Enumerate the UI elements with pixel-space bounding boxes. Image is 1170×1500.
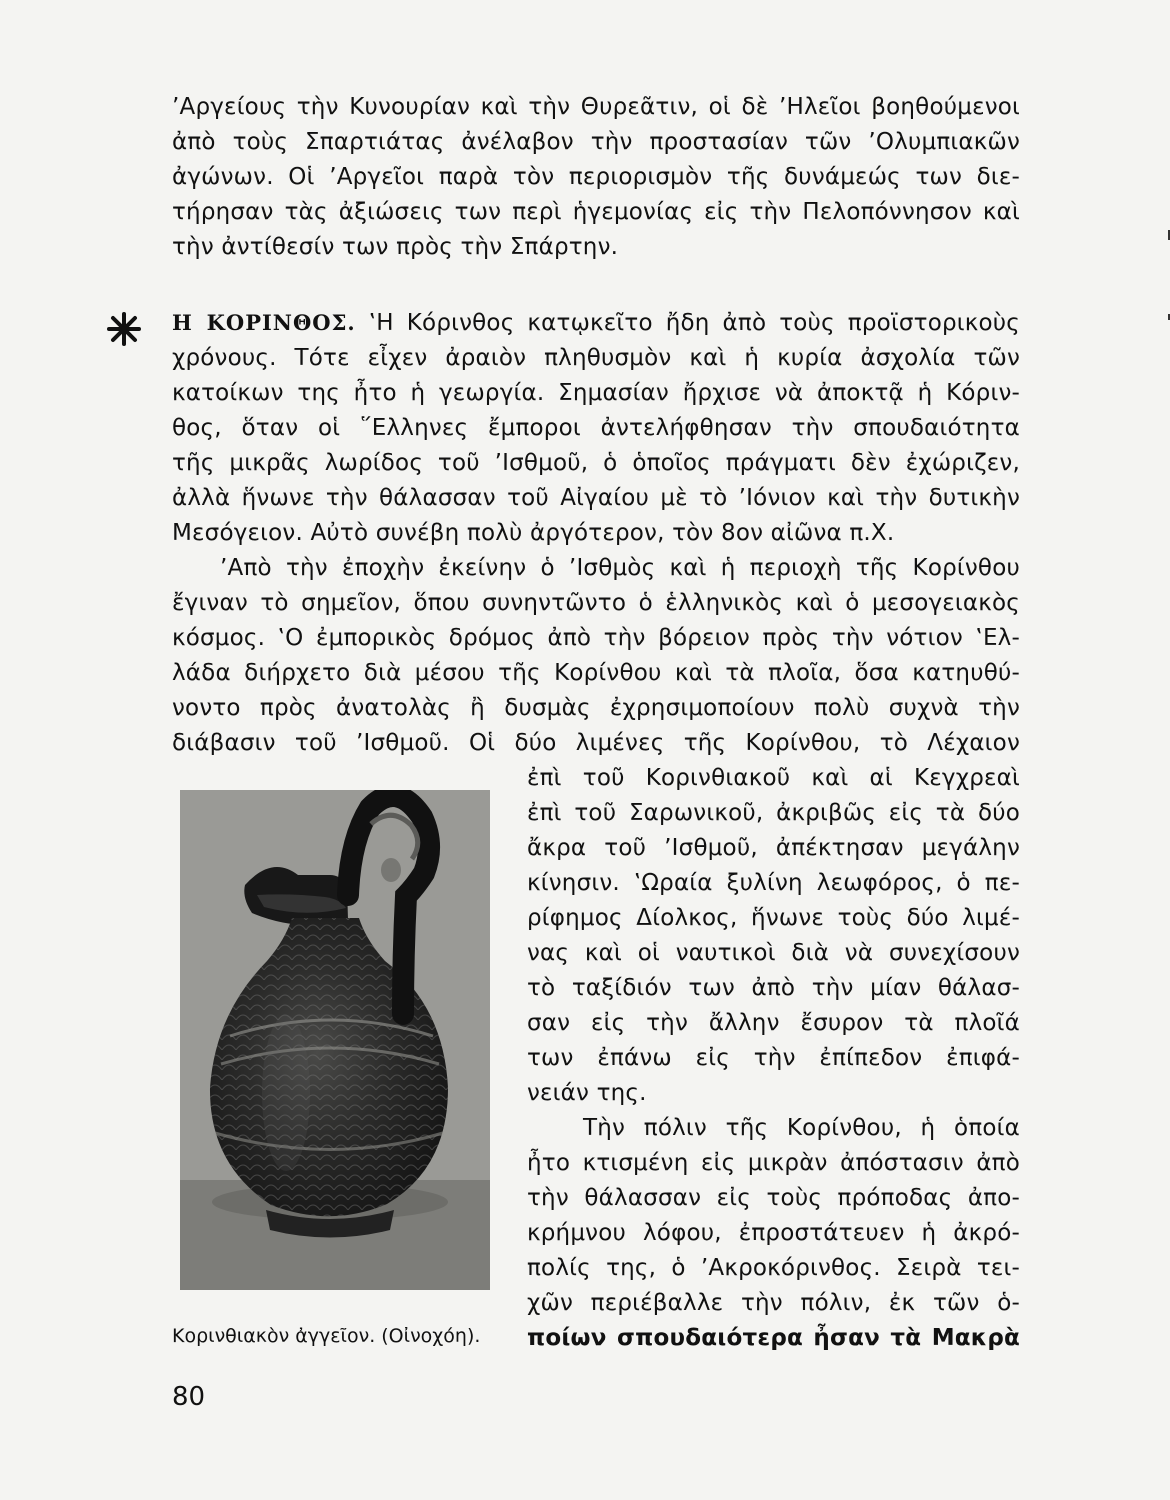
text-line: σαν εἰς τὴν ἄλλην ἔσυρον τὰ πλοῖά xyxy=(527,1010,1020,1036)
text-line: ἀπὸ τοὺς Σπαρτιάτας ἀνέλαβον τὴν προστασίαν τῶν ’Ολυμπιακῶν xyxy=(172,129,1020,155)
text-line: κίνησιν. ‛Ωραία ξυλίνη λεωφόρος, ὁ πε- xyxy=(527,870,1020,896)
section-title: Η ΚΟΡΙΝΘΟΣ. xyxy=(172,310,356,335)
text-line: λάδα διήρχετο διὰ μέσου τῆς Κορίνθου καὶ τὰ πλοῖα, ὅσα κατηυθύ- xyxy=(172,660,1020,686)
text-line: ρίφημος Δίολκος, ἥνωνε τοὺς δύο λιμέ- xyxy=(527,905,1020,931)
text-line: ἐπὶ τοῦ Κορινθιακοῦ καὶ αἱ Κεγχρεαὶ xyxy=(527,765,1020,791)
text-line: νειάν της. xyxy=(527,1080,647,1106)
section-first-line-text: ‛Η Κόρινθος κατῳκεῖτο ἤδη ἀπὸ τοὺς προϊστορικοὺς xyxy=(368,310,1020,336)
text-line: τὴν θάλασσαν εἰς τοὺς πρόποδας ἀπο- xyxy=(527,1185,1020,1211)
vase-illustration xyxy=(180,790,490,1290)
text-line: τήρησαν τὰς ἀξιώσεις των περὶ ἡγεμονίας εἰς τὴν Πελοπόννησον καὶ xyxy=(172,199,1020,225)
text-line: ἀγώνων. Οἱ ’Αργεῖοι παρὰ τὸν περιορισμὸν τῆς δυνάμεώς των διε- xyxy=(172,164,1020,190)
text-line: τὴν ἀντίθεσίν των πρὸς τὴν Σπάρτην. xyxy=(172,234,619,260)
text-line: χῶν περιέβαλλε τὴν πόλιν, ἐκ τῶν ὁ- xyxy=(527,1290,1020,1316)
text-line: νοντο πρὸς ἀνατολὰς ἢ δυσμὰς ἐχρησιμοποίουν πολὺ συχνὰ τὴν xyxy=(172,695,1020,721)
text-line: κόσμος. ‛Ο ἐμπορικὸς δρόμος ἀπὸ τὴν βόρειον πρὸς τὴν νότιον ‛Ελ- xyxy=(172,625,1020,651)
text-line: ἦτο κτισμένη εἰς μικρὰν ἀπόστασιν ἀπὸ xyxy=(527,1150,1020,1176)
page-number: 80 xyxy=(172,1382,206,1412)
corinthian-oinochoe-image xyxy=(180,790,490,1290)
text-line: των ἐπάνω εἰς τὴν ἐπίπεδον ἐπιφά- xyxy=(527,1045,1020,1071)
text-line: ἀλλὰ ἥνωνε τὴν θάλασσαν τοῦ Αἰγαίου μὲ τὸ ’Ιόνιον καὶ τὴν δυτικὴν xyxy=(172,485,1020,511)
text-line: κατοίκων της ἦτο ἡ γεωργία. Σημασίαν ἤρχισε νὰ ἀποκτᾷ ἡ Κόριν- xyxy=(172,380,1020,406)
image-caption: Κορινθιακὸν ἀγγεῖον. (Οἰνοχόη). xyxy=(172,1325,481,1347)
text-line: τῆς μικρᾶς λωρίδος τοῦ ’Ισθμοῦ, ὁ ὁποῖος πράγματι δὲν ἐχώριζεν, xyxy=(172,450,1020,476)
text-line: ἄκρα τοῦ ’Ισθμοῦ, ἀπέκτησαν μεγάλην xyxy=(527,835,1020,861)
text-line: Τὴν πόλιν τῆς Κορίνθου, ἡ ὁποία xyxy=(583,1115,1020,1141)
text-line: κρήμνου λόφου, ἐπροστάτευεν ἡ ἀκρό- xyxy=(527,1220,1020,1246)
text-line: ποίων σπουδαιότερα ἦσαν τὰ Μακρὰ xyxy=(527,1325,1020,1351)
text-line: Μεσόγειον. Αὐτὸ συνέβη πολὺ ἀργότερον, τὸν 8ον αἰῶνα π.Χ. xyxy=(172,520,895,546)
text-line: ἐπὶ τοῦ Σαρωνικοῦ, ἀκριβῶς εἰς τὰ δύο xyxy=(527,800,1020,826)
section-first-line xyxy=(172,312,1020,335)
text-line: τὸ ταξίδιόν των ἀπὸ τὴν μίαν θάλασ- xyxy=(527,975,1020,1001)
text-line: διάβασιν τοῦ ’Ισθμοῦ. Οἱ δύο λιμένες τῆς Κορίνθου, τὸ Λέχαιον xyxy=(172,730,1020,756)
text-line: ’Απὸ τὴν ἐποχὴν ἐκείνην ὁ ’Ισθμὸς καὶ ἡ περιοχὴ τῆς Κορίνθου xyxy=(220,555,1020,581)
text-line: θος, ὅταν οἱ ῞Ελληνες ἔμποροι ἀντελήφθησαν τὴν σπουδαιότητα xyxy=(172,415,1020,441)
text-line: ’Αργείους τὴν Κυνουρίαν καὶ τὴν Θυρεᾶτιν, οἱ δὲ ’Ηλεῖοι βοηθούμενοι xyxy=(172,94,1020,120)
text-line: πολίς της, ὁ ’Ακροκόρινθος. Σειρὰ τει- xyxy=(527,1255,1020,1281)
text-line: νας καὶ οἱ ναυτικοὶ διὰ νὰ συνεχίσουν xyxy=(527,940,1020,966)
text-line: ἔγιναν τὸ σημεῖον, ὅπου συνηντῶντο ὁ ἑλληνικὸς καὶ ὁ μεσογειακὸς xyxy=(172,590,1020,616)
asterisk-star-icon xyxy=(106,311,142,347)
text-line: χρόνους. Τότε εἶχεν ἀραιὸν πληθυσμὸν καὶ ἡ κυρία ἀσχολία τῶν xyxy=(172,345,1020,371)
